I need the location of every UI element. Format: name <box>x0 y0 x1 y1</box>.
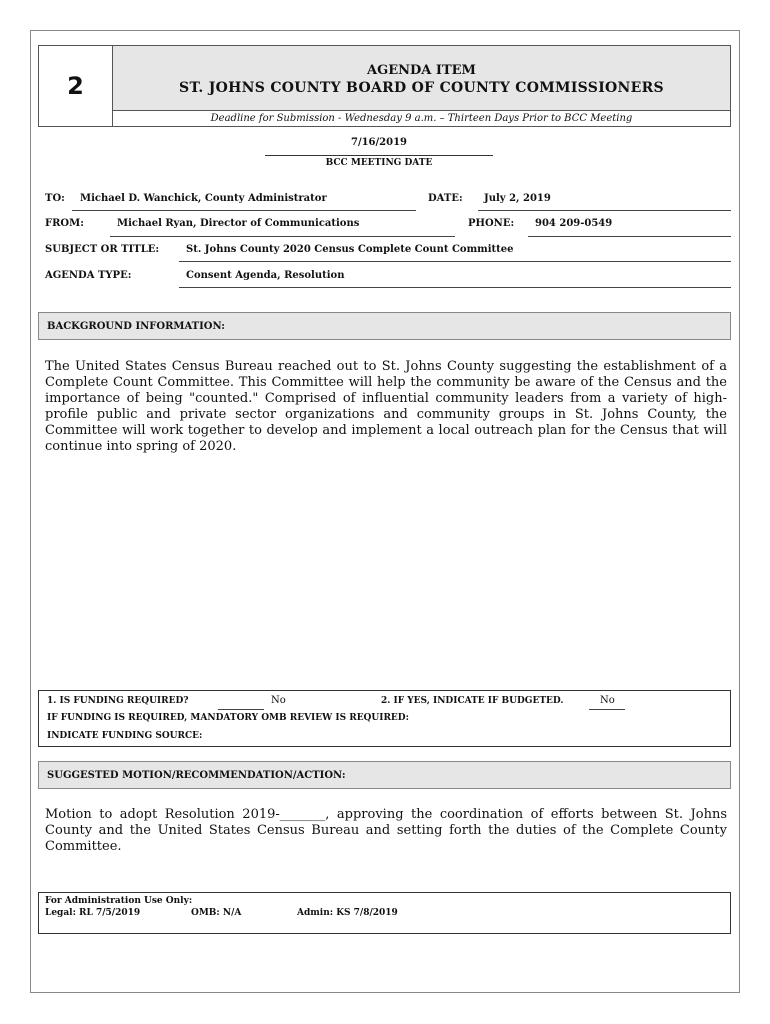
admin-review: Admin: KS 7/8/2019 <box>297 908 398 918</box>
agenda-type-value: Consent Agenda, Resolution <box>186 270 345 281</box>
admin-heading: For Administration Use Only: <box>45 896 193 906</box>
from-underline <box>110 236 455 237</box>
meeting-date-underline <box>265 155 493 156</box>
date-label: DATE: <box>428 193 463 204</box>
to-label: TO: <box>45 193 65 204</box>
date-underline <box>478 210 731 211</box>
budgeted-value: No <box>600 695 615 706</box>
agenda-header <box>38 45 731 127</box>
background-heading: BACKGROUND INFORMATION: <box>38 312 731 340</box>
board-title: ST. JOHNS COUNTY BOARD OF COUNTY COMMISSIONERS <box>179 80 664 96</box>
phone-label: PHONE: <box>468 218 515 229</box>
budgeted-label: 2. IF YES, INDICATE IF BUDGETED. <box>381 696 564 706</box>
phone-value: 904 209-0549 <box>535 218 613 229</box>
submission-deadline: Deadline for Submission - Wednesday 9 a.m. – Thirteen Days Prior to BCC Meeting <box>210 113 633 124</box>
admin-box <box>38 892 731 934</box>
agenda-type-underline <box>179 287 731 288</box>
from-value: Michael Ryan, Director of Communications <box>117 218 360 229</box>
from-label: FROM: <box>45 218 84 229</box>
meeting-date-label: BCC MEETING DATE <box>325 158 433 168</box>
date-value: July 2, 2019 <box>484 193 551 204</box>
motion-heading: SUGGESTED MOTION/RECOMMENDATION/ACTION: <box>38 761 731 789</box>
subject-label: SUBJECT OR TITLE: <box>45 244 160 255</box>
subject-value: St. Johns County 2020 Census Complete Count Committee <box>186 244 514 255</box>
subject-underline <box>179 261 731 262</box>
omb-review-note: IF FUNDING IS REQUIRED, MANDATORY OMB REVIEW IS REQUIRED: <box>47 713 409 723</box>
funding-required-label: 1. IS FUNDING REQUIRED? <box>47 696 189 706</box>
phone-underline <box>528 236 731 237</box>
agenda-type-label: AGENDA TYPE: <box>45 270 132 281</box>
motion-text: Motion to adopt Resolution 2019-_______, approving the coordination of efforts between St. Johns County and the United States Census Bureau and setting forth the duties of the Complete County Committee. <box>45 807 727 854</box>
meeting-date: 7/16/2019 <box>350 137 407 148</box>
agenda-title-block <box>113 46 730 111</box>
funding-required-value: No <box>271 695 286 706</box>
to-underline <box>72 210 416 211</box>
background-text: The United States Census Bureau reached out to St. Johns County suggesting the establishment of a Complete Count Committee. This Committee will help the community be aware of the Census and the importance of being "counted." Comprised of influential community leaders from a variety of high-profile public and private sector organizations and community groups in St. Johns County, the Committee will work together to develop and implement a local outreach plan for the Census that will continue into spring of 2020. <box>45 359 727 454</box>
budgeted-underline <box>589 709 625 710</box>
omb-review: OMB: N/A <box>191 908 242 918</box>
agenda-title: AGENDA ITEM <box>367 63 476 78</box>
funding-box <box>38 690 731 747</box>
agenda-item-number: 2 <box>39 46 113 126</box>
legal-review: Legal: RL 7/5/2019 <box>45 908 141 918</box>
to-value: Michael D. Wanchick, County Administrator <box>80 193 327 204</box>
funding-source-label: INDICATE FUNDING SOURCE: <box>47 731 203 741</box>
funding-required-underline <box>218 709 264 710</box>
